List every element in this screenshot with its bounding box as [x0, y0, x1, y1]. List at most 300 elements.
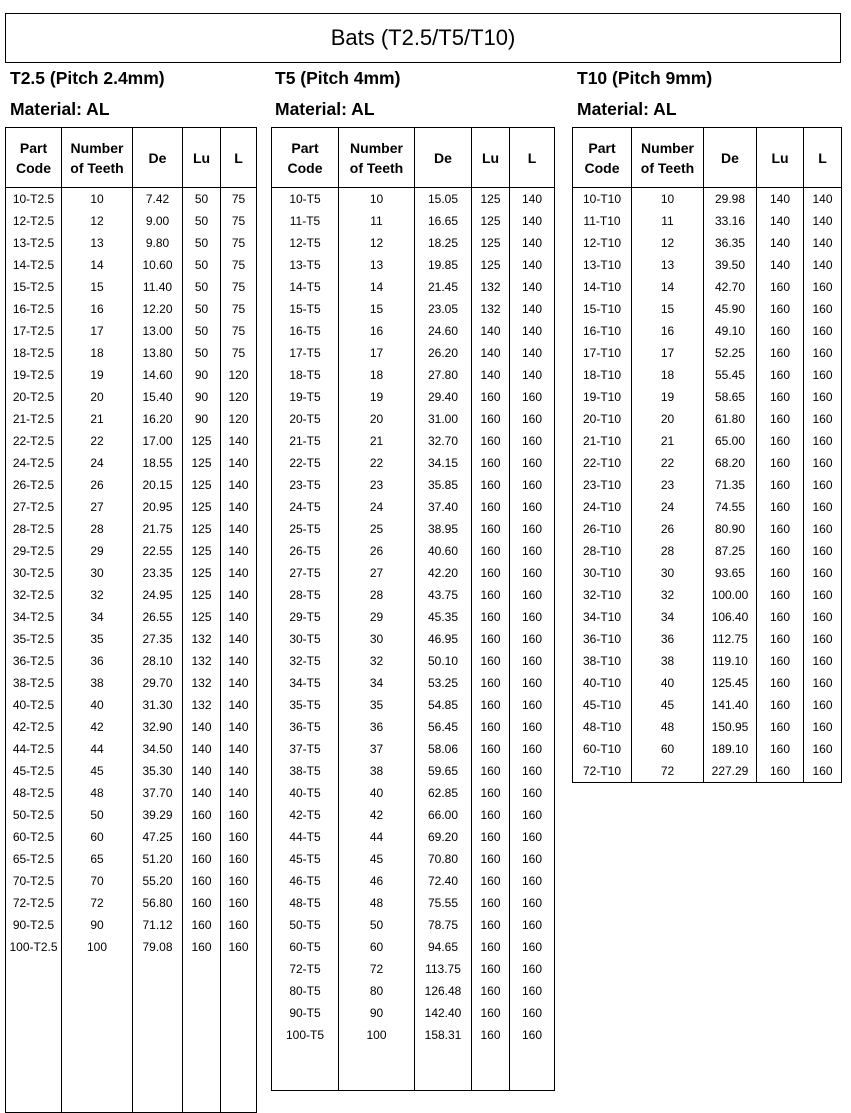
cell-part-code: 21-T10 — [573, 430, 632, 452]
cell-part-code: 42-T2.5 — [6, 716, 62, 738]
table-row — [573, 650, 842, 672]
cell-de: 66.00 — [415, 804, 472, 826]
cell-de: 53.25 — [415, 672, 472, 694]
cell-number-of-teeth: 16 — [632, 320, 704, 342]
cell-number-of-teeth: 34 — [62, 606, 133, 628]
cell-number-of-teeth: 22 — [62, 430, 133, 452]
cell-l: 140 — [221, 694, 257, 716]
cell-lu — [183, 958, 221, 980]
cell-lu: 50 — [183, 298, 221, 320]
cell-lu: 160 — [757, 386, 804, 408]
cell-de: 32.70 — [415, 430, 472, 452]
cell-lu: 160 — [757, 694, 804, 716]
cell-part-code: 42-T5 — [272, 804, 339, 826]
cell-part-code: 22-T10 — [573, 452, 632, 474]
cell-part-code: 12-T2.5 — [6, 210, 62, 232]
cell-number-of-teeth: 23 — [632, 474, 704, 496]
cell-lu: 50 — [183, 276, 221, 298]
cell-part-code: 46-T5 — [272, 870, 339, 892]
table-row — [6, 320, 257, 342]
cell-part-code — [272, 1068, 339, 1091]
cell-l: 160 — [510, 892, 555, 914]
table-row — [6, 936, 257, 958]
cell-part-code: 20-T10 — [573, 408, 632, 430]
table-row — [6, 298, 257, 320]
cell-l: 140 — [510, 232, 555, 254]
table-row — [573, 210, 842, 232]
cell-de: 12.20 — [133, 298, 183, 320]
cell-part-code: 50-T5 — [272, 914, 339, 936]
cell-l: 160 — [804, 540, 842, 562]
cell-part-code: 30-T2.5 — [6, 562, 62, 584]
cell-number-of-teeth: 19 — [62, 364, 133, 386]
column-header-l: L — [804, 128, 842, 188]
cell-lu: 160 — [757, 650, 804, 672]
table-row — [272, 716, 555, 738]
cell-lu: 140 — [757, 232, 804, 254]
cell-l: 75 — [221, 188, 257, 211]
cell-number-of-teeth: 10 — [339, 188, 415, 211]
cell-de: 141.40 — [704, 694, 757, 716]
cell-l: 160 — [510, 1024, 555, 1046]
empty-row — [6, 1002, 257, 1024]
table-row — [6, 914, 257, 936]
cell-l: 160 — [804, 738, 842, 760]
table-row — [6, 276, 257, 298]
table-row — [6, 408, 257, 430]
cell-number-of-teeth: 30 — [62, 562, 133, 584]
table-row — [573, 518, 842, 540]
cell-number-of-teeth: 50 — [62, 804, 133, 826]
table-row — [272, 782, 555, 804]
cell-de: 39.50 — [704, 254, 757, 276]
cell-part-code: 22-T2.5 — [6, 430, 62, 452]
cell-lu: 90 — [183, 408, 221, 430]
table-row — [6, 870, 257, 892]
cell-lu: 125 — [183, 452, 221, 474]
table-row — [6, 540, 257, 562]
cell-part-code: 38-T5 — [272, 760, 339, 782]
table-row — [573, 188, 842, 211]
cell-de: 23.05 — [415, 298, 472, 320]
cell-part-code: 14-T10 — [573, 276, 632, 298]
cell-l: 160 — [221, 848, 257, 870]
cell-lu: 50 — [183, 254, 221, 276]
cell-number-of-teeth: 48 — [339, 892, 415, 914]
cell-l: 160 — [221, 892, 257, 914]
table-row — [6, 716, 257, 738]
cell-de: 68.20 — [704, 452, 757, 474]
cell-number-of-teeth: 29 — [62, 540, 133, 562]
cell-lu: 160 — [472, 1002, 510, 1024]
cell-de: 80.90 — [704, 518, 757, 540]
cell-part-code: 72-T10 — [573, 760, 632, 783]
column-header-number-of-teeth: Number of Teeth — [62, 128, 133, 188]
table-row — [6, 584, 257, 606]
cell-part-code: 18-T10 — [573, 364, 632, 386]
cell-l: 140 — [221, 474, 257, 496]
table-row — [6, 804, 257, 826]
cell-number-of-teeth: 38 — [62, 672, 133, 694]
cell-part-code: 15-T2.5 — [6, 276, 62, 298]
column-header-l: L — [510, 128, 555, 188]
cell-de: 22.55 — [133, 540, 183, 562]
cell-de: 74.55 — [704, 496, 757, 518]
cell-l: 140 — [804, 188, 842, 211]
cell-part-code: 100-T2.5 — [6, 936, 62, 958]
table-row — [573, 474, 842, 496]
cell-number-of-teeth: 18 — [339, 364, 415, 386]
table-row — [272, 914, 555, 936]
table-row — [6, 386, 257, 408]
cell-number-of-teeth: 14 — [62, 254, 133, 276]
cell-l: 120 — [221, 364, 257, 386]
cell-lu: 140 — [757, 188, 804, 211]
cell-part-code: 28-T5 — [272, 584, 339, 606]
cell-de: 50.10 — [415, 650, 472, 672]
cell-lu: 132 — [472, 298, 510, 320]
cell-l: 140 — [221, 518, 257, 540]
cell-lu: 160 — [472, 562, 510, 584]
column-header-de: De — [704, 128, 757, 188]
cell-de — [133, 1068, 183, 1090]
table-row — [573, 584, 842, 606]
cell-lu: 160 — [757, 628, 804, 650]
table-row — [272, 1024, 555, 1046]
cell-part-code: 22-T5 — [272, 452, 339, 474]
cell-number-of-teeth: 28 — [339, 584, 415, 606]
cell-part-code: 21-T5 — [272, 430, 339, 452]
table-row — [272, 188, 555, 211]
cell-lu: 160 — [757, 342, 804, 364]
cell-number-of-teeth: 24 — [62, 452, 133, 474]
cell-number-of-teeth: 60 — [62, 826, 133, 848]
cell-part-code: 32-T2.5 — [6, 584, 62, 606]
table-t10 — [572, 127, 842, 783]
cell-lu: 140 — [472, 320, 510, 342]
cell-part-code: 25-T5 — [272, 518, 339, 540]
table-row — [6, 760, 257, 782]
cell-lu — [183, 1024, 221, 1046]
section-heading-t5: T5 (Pitch 4mm) — [275, 68, 401, 88]
table-row — [6, 210, 257, 232]
cell-l: 160 — [804, 276, 842, 298]
table-row — [272, 958, 555, 980]
cell-de: 56.45 — [415, 716, 472, 738]
cell-lu: 160 — [472, 782, 510, 804]
cell-de: 58.06 — [415, 738, 472, 760]
cell-de: 58.65 — [704, 386, 757, 408]
section-heading-t2-5: T2.5 (Pitch 2.4mm) — [10, 68, 165, 88]
cell-de: 16.20 — [133, 408, 183, 430]
cell-part-code: 45-T2.5 — [6, 760, 62, 782]
cell-lu: 132 — [183, 628, 221, 650]
cell-l: 160 — [510, 804, 555, 826]
cell-lu: 50 — [183, 210, 221, 232]
cell-l: 140 — [221, 716, 257, 738]
cell-number-of-teeth: 46 — [339, 870, 415, 892]
cell-number-of-teeth — [62, 980, 133, 1002]
empty-row — [272, 1046, 555, 1068]
cell-l: 140 — [510, 254, 555, 276]
cell-number-of-teeth: 90 — [62, 914, 133, 936]
cell-lu: 160 — [757, 452, 804, 474]
cell-de: 52.25 — [704, 342, 757, 364]
table-row — [272, 430, 555, 452]
cell-l: 160 — [510, 430, 555, 452]
cell-de: 47.25 — [133, 826, 183, 848]
cell-part-code: 30-T5 — [272, 628, 339, 650]
cell-part-code: 38-T10 — [573, 650, 632, 672]
table-row — [6, 254, 257, 276]
cell-l: 160 — [221, 804, 257, 826]
cell-number-of-teeth: 90 — [339, 1002, 415, 1024]
cell-number-of-teeth: 28 — [62, 518, 133, 540]
cell-de: 10.60 — [133, 254, 183, 276]
cell-l: 140 — [221, 430, 257, 452]
table-row — [6, 496, 257, 518]
cell-number-of-teeth: 32 — [339, 650, 415, 672]
table-row — [573, 254, 842, 276]
table-row — [272, 298, 555, 320]
cell-lu — [183, 1046, 221, 1068]
cell-lu: 140 — [757, 254, 804, 276]
cell-l: 160 — [510, 452, 555, 474]
cell-de: 32.90 — [133, 716, 183, 738]
cell-number-of-teeth: 15 — [632, 298, 704, 320]
cell-de: 29.98 — [704, 188, 757, 211]
cell-l: 160 — [804, 342, 842, 364]
cell-number-of-teeth: 42 — [62, 716, 133, 738]
cell-de: 55.20 — [133, 870, 183, 892]
cell-l: 160 — [510, 628, 555, 650]
cell-part-code: 29-T2.5 — [6, 540, 62, 562]
table-row — [6, 672, 257, 694]
cell-de: 26.55 — [133, 606, 183, 628]
cell-de: 31.30 — [133, 694, 183, 716]
cell-de: 37.40 — [415, 496, 472, 518]
cell-lu: 140 — [183, 782, 221, 804]
cell-de: 20.95 — [133, 496, 183, 518]
cell-number-of-teeth — [339, 1046, 415, 1068]
cell-number-of-teeth: 36 — [632, 628, 704, 650]
cell-lu: 160 — [757, 364, 804, 386]
cell-lu: 125 — [183, 496, 221, 518]
cell-part-code: 17-T10 — [573, 342, 632, 364]
column-header-de: De — [133, 128, 183, 188]
cell-lu: 160 — [472, 606, 510, 628]
cell-l: 75 — [221, 342, 257, 364]
cell-de: 51.20 — [133, 848, 183, 870]
cell-de: 31.00 — [415, 408, 472, 430]
table-header-row — [573, 128, 842, 188]
cell-de: 34.50 — [133, 738, 183, 760]
cell-number-of-teeth: 20 — [632, 408, 704, 430]
table-row — [573, 738, 842, 760]
table-row — [6, 342, 257, 364]
cell-de: 227.29 — [704, 760, 757, 783]
cell-part-code: 18-T2.5 — [6, 342, 62, 364]
table-row — [573, 430, 842, 452]
column-header-part-code: Part Code — [272, 128, 339, 188]
cell-de: 93.65 — [704, 562, 757, 584]
cell-part-code: 17-T2.5 — [6, 320, 62, 342]
cell-part-code: 90-T2.5 — [6, 914, 62, 936]
cell-de: 15.40 — [133, 386, 183, 408]
cell-lu: 160 — [472, 826, 510, 848]
column-header-lu: Lu — [183, 128, 221, 188]
cell-number-of-teeth: 45 — [339, 848, 415, 870]
cell-l: 160 — [510, 1002, 555, 1024]
cell-number-of-teeth: 32 — [62, 584, 133, 606]
cell-lu: 125 — [183, 584, 221, 606]
cell-number-of-teeth — [339, 1068, 415, 1091]
empty-row — [6, 1024, 257, 1046]
table-row — [6, 892, 257, 914]
cell-de: 126.48 — [415, 980, 472, 1002]
cell-part-code: 27-T2.5 — [6, 496, 62, 518]
cell-number-of-teeth: 37 — [339, 738, 415, 760]
cell-l: 75 — [221, 254, 257, 276]
table-row — [272, 848, 555, 870]
cell-number-of-teeth: 60 — [339, 936, 415, 958]
cell-part-code: 34-T5 — [272, 672, 339, 694]
table-row — [573, 320, 842, 342]
cell-de: 9.00 — [133, 210, 183, 232]
cell-de: 61.80 — [704, 408, 757, 430]
empty-row — [272, 1068, 555, 1091]
table-row — [272, 276, 555, 298]
table-row — [573, 364, 842, 386]
cell-lu: 160 — [472, 474, 510, 496]
table-row — [272, 254, 555, 276]
cell-lu: 50 — [183, 232, 221, 254]
table-row — [573, 716, 842, 738]
cell-de: 125.45 — [704, 672, 757, 694]
cell-l: 160 — [510, 738, 555, 760]
cell-lu: 160 — [472, 408, 510, 430]
cell-l: 120 — [221, 408, 257, 430]
cell-part-code: 16-T10 — [573, 320, 632, 342]
cell-number-of-teeth: 12 — [62, 210, 133, 232]
cell-lu — [183, 1090, 221, 1113]
cell-lu: 160 — [472, 584, 510, 606]
cell-number-of-teeth: 17 — [632, 342, 704, 364]
cell-de: 65.00 — [704, 430, 757, 452]
cell-number-of-teeth: 24 — [339, 496, 415, 518]
cell-number-of-teeth: 38 — [339, 760, 415, 782]
cell-de: 112.75 — [704, 628, 757, 650]
cell-part-code: 15-T5 — [272, 298, 339, 320]
cell-number-of-teeth: 72 — [339, 958, 415, 980]
cell-number-of-teeth — [62, 1046, 133, 1068]
cell-l: 140 — [221, 496, 257, 518]
cell-l: 140 — [221, 738, 257, 760]
cell-lu: 125 — [183, 562, 221, 584]
cell-l: 160 — [804, 628, 842, 650]
cell-number-of-teeth: 35 — [339, 694, 415, 716]
cell-part-code: 40-T5 — [272, 782, 339, 804]
section-material-t5: Material: AL — [275, 99, 375, 119]
table-row — [6, 782, 257, 804]
cell-part-code: 14-T5 — [272, 276, 339, 298]
cell-number-of-teeth: 38 — [632, 650, 704, 672]
cell-de: 40.60 — [415, 540, 472, 562]
cell-l: 160 — [804, 474, 842, 496]
cell-de: 59.65 — [415, 760, 472, 782]
cell-de: 158.31 — [415, 1024, 472, 1046]
cell-lu: 160 — [472, 386, 510, 408]
cell-part-code: 13-T5 — [272, 254, 339, 276]
cell-de: 7.42 — [133, 188, 183, 211]
table-row — [272, 738, 555, 760]
cell-part-code — [6, 958, 62, 980]
cell-de: 21.45 — [415, 276, 472, 298]
cell-part-code: 18-T5 — [272, 364, 339, 386]
cell-number-of-teeth: 27 — [339, 562, 415, 584]
column-header-number-of-teeth: Number of Teeth — [632, 128, 704, 188]
cell-l: 160 — [510, 980, 555, 1002]
table-row — [272, 232, 555, 254]
cell-number-of-teeth: 72 — [62, 892, 133, 914]
cell-lu: 160 — [757, 474, 804, 496]
cell-part-code: 11-T5 — [272, 210, 339, 232]
cell-lu: 160 — [472, 958, 510, 980]
table-row — [272, 650, 555, 672]
cell-lu — [183, 1068, 221, 1090]
cell-lu: 50 — [183, 342, 221, 364]
cell-part-code: 26-T2.5 — [6, 474, 62, 496]
cell-l: 160 — [804, 430, 842, 452]
cell-l: 160 — [510, 562, 555, 584]
table-row — [573, 276, 842, 298]
cell-number-of-teeth: 19 — [339, 386, 415, 408]
cell-l: 160 — [804, 562, 842, 584]
cell-lu: 160 — [472, 804, 510, 826]
cell-lu: 160 — [472, 672, 510, 694]
cell-lu: 160 — [183, 936, 221, 958]
cell-de: 69.20 — [415, 826, 472, 848]
cell-de: 113.75 — [415, 958, 472, 980]
cell-part-code: 30-T10 — [573, 562, 632, 584]
cell-l: 160 — [510, 936, 555, 958]
cell-de: 9.80 — [133, 232, 183, 254]
cell-number-of-teeth: 16 — [339, 320, 415, 342]
table-row — [272, 320, 555, 342]
cell-l: 160 — [510, 386, 555, 408]
cell-part-code — [6, 1002, 62, 1024]
cell-l: 160 — [804, 496, 842, 518]
cell-lu: 160 — [757, 496, 804, 518]
cell-de: 11.40 — [133, 276, 183, 298]
cell-part-code: 12-T10 — [573, 232, 632, 254]
table-row — [272, 628, 555, 650]
cell-de — [133, 1002, 183, 1024]
cell-de — [133, 1046, 183, 1068]
cell-l: 140 — [804, 210, 842, 232]
cell-l: 75 — [221, 276, 257, 298]
cell-part-code: 32-T5 — [272, 650, 339, 672]
table-row — [272, 672, 555, 694]
cell-number-of-teeth: 40 — [339, 782, 415, 804]
cell-lu: 125 — [183, 430, 221, 452]
cell-de: 79.08 — [133, 936, 183, 958]
table-row — [573, 694, 842, 716]
cell-number-of-teeth: 28 — [632, 540, 704, 562]
cell-de: 26.20 — [415, 342, 472, 364]
cell-de — [133, 980, 183, 1002]
cell-l: 140 — [510, 342, 555, 364]
